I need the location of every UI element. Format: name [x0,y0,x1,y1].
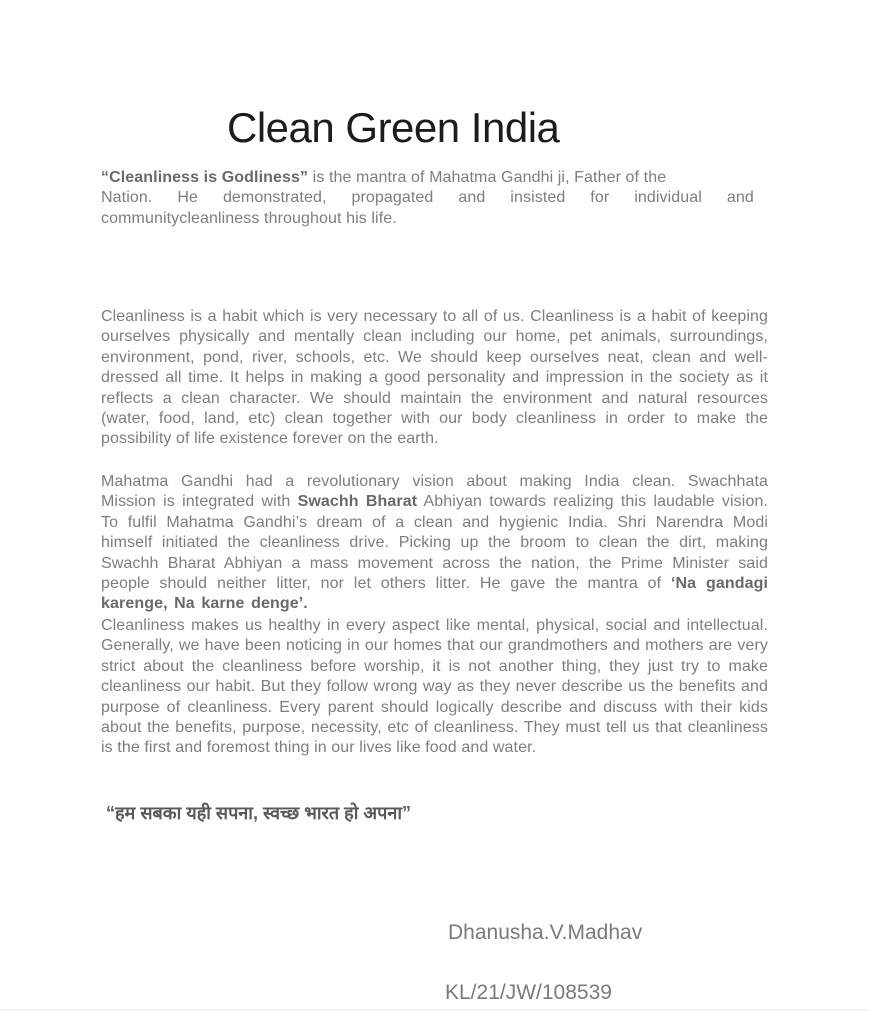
registration-number: KL/21/JW/108539 [445,981,612,1004]
swachh-bharat-bold: Swachh Bharat [297,493,418,511]
gandhi-paragraph-part1: Mahatma Gandhi had a revolutionary vision about making India clean. Swachhata Mission is integrated with [101,473,768,511]
intro-line2: Nation. He demonstrated, propagated and insisted for individual and [101,189,754,207]
cleanliness-habit-paragraph: Cleanliness is a habit which is very necessary to all of us. Cleanliness is a habit of keeping ourselves physically and mentally clean including our home, pet animals, surroundings, environment, pond, river, schools, etc. We should keep ourselves neat, clean and well-dressed all time. It helps in making a good personality and impression in the society as it reflects a clean character. We should maintain the environment and natural resources (water, food, land, etc) clean together with our body cleanliness in order to make the possibility of life existence forever on the earth. [101,308,768,448]
intro-bold-lead: “Cleanliness is Godliness” [101,169,309,186]
cleanliness-benefits-paragraph: Cleanliness makes us healthy in every aspect like mental, physical, social and intellectual. Generally, we have been noticing in our homes that our grandmothers and mothers are very strict about the cleanliness before worship, it is not another thing, they just try to make cleanliness our habit. But they follow wrong way as they never describe us the benefits and purpose of cleanliness. Every parent should logically describe and discuss with their kids about the benefits, purpose, necessity, etc of cleanliness. They must tell us that cleanliness is the first and foremost thing in our lives like food and water. [101,617,768,757]
hindi-quote: “हम सबका यही सपना, स्वच्छ भारत हो अपना” [106,803,412,823]
intro-paragraph [101,168,768,229]
gandhi-paragraph-part2: Abhiyan towards realizing this laudable vision. To fulfil Mahatma Gandhi’s dream of a clean and hygienic India. Shri Narendra Modi himself initiated the cleanliness drive. Picking up the broom to clean the dirt, making Swachh Bharat Abhiyan a mass movement across the nation, the Prime Minister said people should neither litter, nor let others litter. He gave the mantra of [101,493,768,593]
gandhi-vision-paragraph [101,472,768,615]
intro-line3: communitycleanliness throughout his life. [101,209,397,227]
author-name: Dhanusha.V.Madhav [448,921,643,944]
mantra-bold: ‘Na gandagi karenge, Na karne denge’. [101,575,768,613]
page-bottom-edge [0,1009,869,1011]
page-title: Clean Green India [227,104,560,151]
intro-line1-rest: is the mantra of Mahatma Gandhi ji, Father of the [308,169,667,186]
